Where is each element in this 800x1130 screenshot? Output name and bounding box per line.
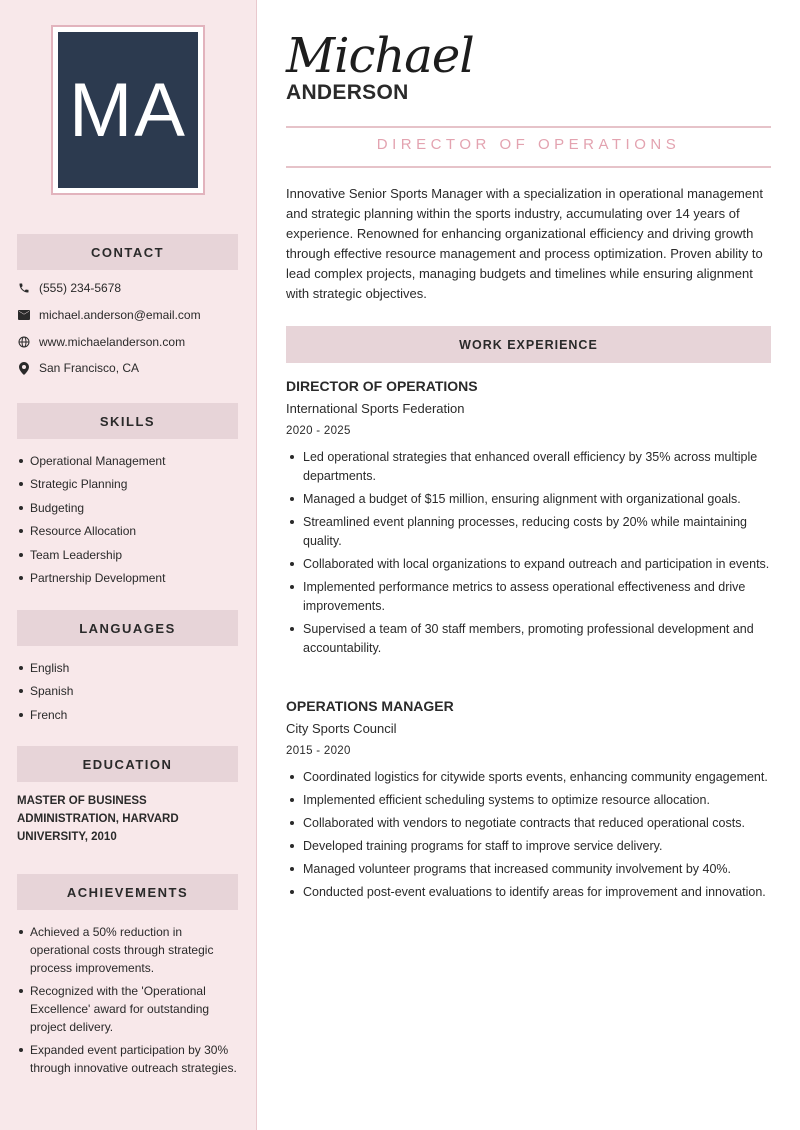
divider <box>286 166 771 168</box>
contact-location <box>17 361 139 375</box>
achievements-heading: ACHIEVEMENTS <box>17 874 238 910</box>
list-item: Spanish <box>17 682 239 700</box>
list-item: Collaborated with local organizations to expand outreach and participation in events. <box>286 555 771 574</box>
job-duties <box>286 768 771 906</box>
last-name: ANDERSON <box>286 81 409 104</box>
list-item: Managed volunteer programs that increased community involvement by 40%. <box>286 860 771 879</box>
job-organization: City Sports Council <box>286 721 397 736</box>
job-dates: 2015 - 2020 <box>286 745 351 757</box>
monogram-frame <box>51 25 205 195</box>
phone-icon <box>17 281 31 295</box>
contact-website <box>17 335 185 349</box>
education-degree: MASTER OF BUSINESS ADMINISTRATION, HARVARD UNIVERSITY, 2010 <box>17 795 179 843</box>
list-item: Led operational strategies that enhanced overall efficiency by 35% across multiple departments. <box>286 448 771 486</box>
location-pin-icon <box>17 361 31 375</box>
languages-list <box>17 659 239 724</box>
contact-heading: CONTACT <box>17 234 238 270</box>
list-item: Budgeting <box>17 499 239 517</box>
phone-text: (555) 234-5678 <box>39 281 122 295</box>
summary-text: Innovative Senior Sports Manager with a specialization in operational management and strategic planning within the sports industry, accumulating over 14 years of experience. Renowned for enhancing organizational efficiency and driving growth through effective resource management and process optimization. Proven ability to lead complex projects, managing budgets and timelines while ensuring alignment with strategic objectives. <box>286 186 763 301</box>
list-item: Implemented efficient scheduling systems to optimize resource allocation. <box>286 791 771 810</box>
list-item: French <box>17 706 239 724</box>
list-item: Achieved a 50% reduction in operational costs through strategic process improvements. <box>17 923 239 977</box>
list-item: Resource Allocation <box>17 522 239 540</box>
sidebar <box>0 0 257 1130</box>
list-item: Developed training programs for staff to improve service delivery. <box>286 837 771 856</box>
monogram: MA <box>58 32 198 188</box>
education-heading: EDUCATION <box>17 746 238 782</box>
list-item: Strategic Planning <box>17 475 239 493</box>
email-link[interactable]: michael.anderson@email.com <box>39 308 201 322</box>
list-item: Streamlined event planning processes, reducing costs by 20% while maintaining quality. <box>286 513 771 551</box>
list-item: Operational Management <box>17 452 239 470</box>
job-role: OPERATIONS MANAGER <box>286 698 454 714</box>
languages-heading: LANGUAGES <box>17 610 238 646</box>
achievements-list <box>17 923 239 1077</box>
list-item: Managed a budget of $15 million, ensuring alignment with organizational goals. <box>286 490 771 509</box>
globe-icon <box>17 335 31 349</box>
list-item: English <box>17 659 239 677</box>
email-icon <box>17 308 31 322</box>
list-item: Partnership Development <box>17 569 239 587</box>
job-duties <box>286 448 771 662</box>
skills-list <box>17 452 239 587</box>
job-title: DIRECTOR OF OPERATIONS <box>376 136 681 153</box>
job-role: DIRECTOR OF OPERATIONS <box>286 378 478 394</box>
list-item: Conducted post-event evaluations to identify areas for improvement and innovation. <box>286 883 771 902</box>
contact-email <box>17 308 201 322</box>
list-item: Supervised a team of 30 staff members, promoting professional development and accountability. <box>286 620 771 658</box>
list-item: Team Leadership <box>17 546 239 564</box>
list-item: Collaborated with vendors to negotiate contracts that reduced operational costs. <box>286 814 771 833</box>
work-experience-heading: WORK EXPERIENCE <box>286 326 771 363</box>
first-name: Michael <box>286 28 474 84</box>
skills-heading: SKILLS <box>17 403 238 439</box>
list-item: Coordinated logistics for citywide sports events, enhancing community engagement. <box>286 768 771 787</box>
website-link[interactable]: www.michaelanderson.com <box>39 335 186 349</box>
contact-phone <box>17 281 121 295</box>
location-text: San Francisco, CA <box>39 361 140 375</box>
job-organization: International Sports Federation <box>286 401 465 416</box>
job-dates: 2020 - 2025 <box>286 425 351 437</box>
list-item: Recognized with the 'Operational Excellence' award for outstanding project delivery. <box>17 982 239 1036</box>
list-item: Expanded event participation by 30% through innovative outreach strategies. <box>17 1041 239 1077</box>
list-item: Implemented performance metrics to assess operational effectiveness and drive improvements. <box>286 578 771 616</box>
divider <box>286 126 771 128</box>
